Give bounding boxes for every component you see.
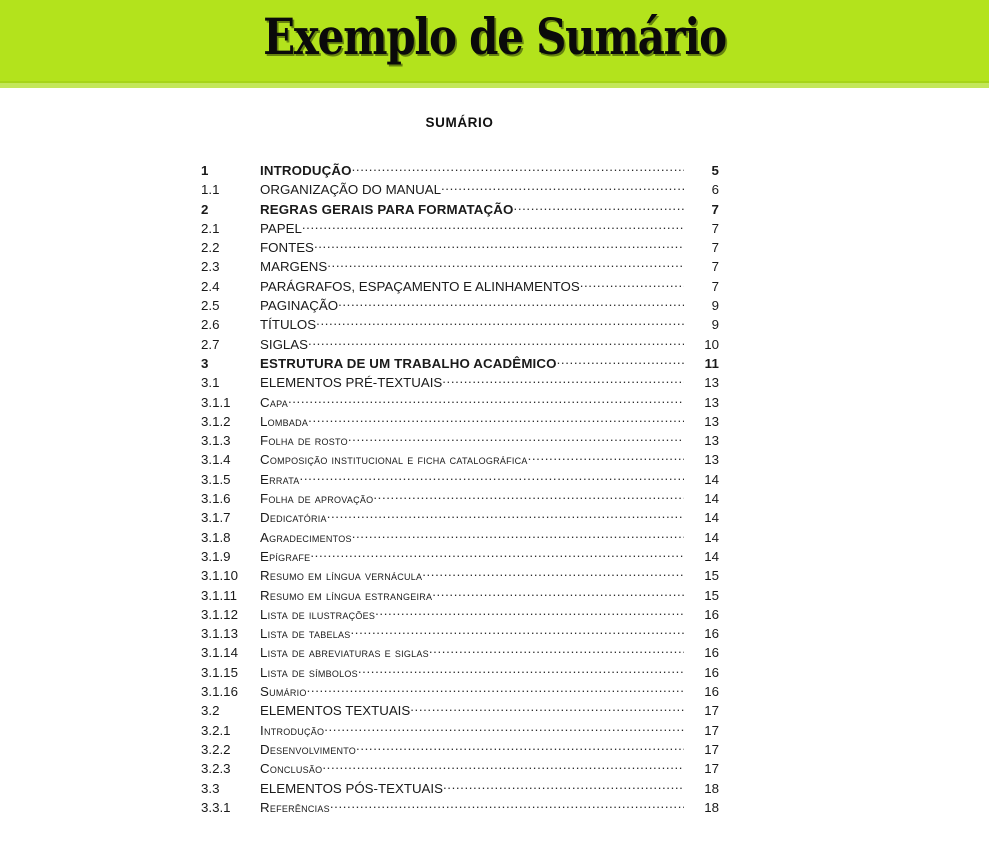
toc-entry-number: 3.1.13 [201,626,238,642]
toc-entry[interactable] [201,201,719,220]
toc-entry-title: Folha de rosto [260,433,348,449]
toc-entry-title: Dedicatória [260,510,327,526]
toc-entry-title: ESTRUTURA DE UM TRABALHO ACADÊMICO [260,355,557,371]
toc-dot-leader [310,548,684,561]
toc-entry-page: 11 [704,355,719,371]
toc-entry[interactable] [201,451,719,470]
toc-entry[interactable] [201,587,719,606]
toc-entry-number: 2.1 [201,220,220,236]
toc-entry-number: 3.1.11 [201,587,237,603]
toc-entry-number: 3.1.16 [201,684,238,700]
toc-entry-number: 1.1 [201,182,220,198]
toc-entry[interactable] [201,297,719,316]
toc-entry-number: 3.1 [201,375,220,391]
toc-entry-number: 1 [201,163,209,178]
toc-entry-number: 3.1.15 [201,664,238,680]
toc-entry-page: 15 [704,568,719,584]
toc-entry[interactable] [201,258,719,277]
toc-entry-page: 13 [704,433,719,449]
toc-entry-number: 3 [201,355,209,371]
toc-entry-title: Errata [260,471,300,487]
toc-dot-leader [348,432,684,445]
toc-entry-page: 13 [704,394,719,410]
toc-entry-title: INTRODUÇÃO [260,163,352,178]
toc-dot-leader [330,799,684,812]
toc-dot-leader [316,316,684,329]
toc-entry-title: SIGLAS [260,336,309,352]
toc-entry-title: Composição institucional e ficha catalográfica [260,452,528,468]
toc-dot-leader [373,490,684,503]
toc-entry-title: Introdução [260,722,325,738]
toc-entry-page: 9 [711,298,719,314]
toc-dot-leader [375,606,684,619]
toc-entry[interactable] [201,722,719,741]
toc-dot-leader [422,567,684,580]
toc-entry-page: 13 [704,413,719,429]
toc-entry-number: 3.1.8 [201,529,231,545]
toc-entry-title: Sumário [260,684,307,700]
toc-entry-title: PARÁGRAFOS, ESPAÇAMENTO E ALINHAMENTOS [260,278,580,294]
toc-entry-number: 3.1.10 [201,568,238,584]
toc-dot-leader [557,355,684,368]
toc-entry-page: 13 [704,375,719,391]
toc-entry[interactable] [201,683,719,702]
toc-entry-page: 7 [711,259,719,275]
toc-entry[interactable] [201,471,719,490]
toc-dot-leader [442,374,684,387]
toc-entry[interactable] [201,432,719,451]
toc-entry-number: 3.3.1 [201,799,231,815]
toc-entry-title: ELEMENTOS TEXTUAIS [260,703,411,719]
toc-entry-title: Epígrafe [260,548,311,564]
toc-entry[interactable] [201,278,719,297]
toc-entry-number: 3.1.3 [201,433,231,449]
toc-entry-number: 3.1.4 [201,452,231,468]
toc-entry-title: MARGENS [260,259,328,275]
toc-entry-page: 16 [704,684,719,700]
toc-entry[interactable] [201,181,719,200]
toc-entry-number: 2.6 [201,317,220,333]
toc-dot-leader [314,239,684,252]
toc-entry-number: 3.1.2 [201,413,231,429]
toc-entry[interactable] [201,220,719,239]
toc-dot-leader [580,278,684,291]
toc-entry-page: 14 [704,548,719,564]
toc-entry-number: 3.3 [201,780,220,796]
toc-dot-leader [338,297,684,310]
toc-entry[interactable] [201,760,719,779]
toc-entry-number: 3.1.9 [201,548,231,564]
toc-entry[interactable] [201,780,719,799]
table-of-contents [201,162,719,818]
page-title: Exemplo de Sumário [263,7,726,66]
toc-entry-page: 10 [704,336,719,352]
toc-dot-leader [358,664,684,677]
toc-entry-title: Lombada [260,413,309,429]
toc-entry[interactable] [201,529,719,548]
toc-entry-title: FONTES [260,240,314,256]
toc-entry[interactable] [201,336,719,355]
toc-dot-leader [288,394,684,407]
toc-entry-page: 17 [704,761,719,777]
toc-dot-leader [308,336,684,349]
toc-entry[interactable] [201,394,719,413]
toc-entry-number: 2.4 [201,278,220,294]
toc-heading: SUMÁRIO [425,115,494,130]
toc-entry-title: ELEMENTOS PÓS-TEXTUAIS [260,780,443,796]
toc-dot-leader [441,181,684,194]
toc-entry-number: 3.2.2 [201,741,231,757]
toc-entry-title: Lista de símbolos [260,664,358,680]
toc-entry-page: 15 [704,587,719,603]
toc-entry-page: 14 [704,491,719,507]
toc-entry-page: 6 [711,182,719,198]
toc-entry-number: 2.2 [201,240,220,256]
toc-entry-title: Lista de tabelas [260,626,351,642]
toc-dot-leader [429,644,684,657]
toc-entry-page: 16 [704,626,719,642]
toc-entry-page: 13 [704,452,719,468]
toc-entry[interactable] [201,490,719,509]
toc-entry-number: 2.7 [201,336,220,352]
toc-entry-title: Capa [260,394,288,410]
toc-entry[interactable] [201,644,719,663]
toc-entry-number: 3.1.7 [201,510,231,526]
toc-dot-leader [307,683,684,696]
toc-entry-number: 3.1.6 [201,491,231,507]
toc-dot-leader [356,741,684,754]
toc-entry-title: Resumo em língua estrangeira [260,587,433,603]
toc-entry-page: 17 [704,741,719,757]
toc-entry[interactable] [201,413,719,432]
toc-dot-leader [327,509,684,522]
toc-entry-page: 7 [711,220,719,236]
toc-dot-leader [350,625,684,638]
toc-entry-title: PAPEL [260,220,302,236]
toc-entry[interactable] [201,355,719,374]
toc-entry-title: Referências [260,799,330,815]
toc-dot-leader [514,201,684,214]
toc-entry[interactable] [201,316,719,335]
toc-entry-page: 18 [704,799,719,815]
toc-entry-title: TÍTULOS [260,317,317,333]
toc-entry-title: Folha de aprovação [260,491,374,507]
toc-entry[interactable] [201,239,719,258]
toc-entry[interactable] [201,374,719,393]
toc-entry[interactable] [201,548,719,567]
toc-entry-page: 9 [711,317,719,333]
toc-entry-page: 17 [704,722,719,738]
toc-entry-title: ELEMENTOS PRÉ-TEXTUAIS [260,375,443,391]
toc-entry-number: 2.3 [201,259,220,275]
toc-dot-leader [443,780,684,793]
toc-entry-page: 17 [704,703,719,719]
toc-entry-title: REGRAS GERAIS PARA FORMATAÇÃO [260,201,514,217]
toc-entry-title: Lista de ilustrações [260,606,376,622]
toc-entry[interactable] [201,567,719,586]
toc-entry-number: 3.1.14 [201,645,238,661]
toc-dot-leader [410,702,684,715]
toc-dot-leader [432,587,684,600]
toc-entry-page: 7 [711,278,719,294]
toc-dot-leader [352,162,684,175]
toc-entry-page: 14 [704,510,719,526]
toc-entry[interactable] [201,799,719,818]
toc-dot-leader [302,220,684,233]
toc-entry-page: 18 [704,780,719,796]
toc-entry-page: 14 [704,529,719,545]
toc-entry-title: ORGANIZAÇÃO DO MANUAL [260,182,442,198]
toc-entry-number: 3.1.5 [201,471,231,487]
toc-entry-title: Lista de abreviaturas e siglas [260,645,429,661]
toc-dot-leader [308,413,684,426]
toc-dot-leader [352,529,684,542]
toc-entry-number: 3.1.12 [201,606,238,622]
toc-entry-page: 16 [704,664,719,680]
toc-entry-title: PAGINAÇÃO [260,298,339,314]
toc-dot-leader [528,451,684,464]
toc-entry[interactable] [201,509,719,528]
toc-entry-page: 7 [711,240,719,256]
toc-entry[interactable] [201,702,719,721]
toc-entry-page: 16 [704,606,719,622]
toc-entry-title: Conclusão [260,761,323,777]
toc-entry-number: 2 [201,201,209,217]
toc-entry-page: 5 [711,163,719,178]
toc-dot-leader [322,760,684,773]
toc-dot-leader [300,471,684,484]
toc-dot-leader [327,258,684,271]
toc-entry-title: Agradecimentos [260,529,352,545]
toc-entry-title: Resumo em língua vernácula [260,568,423,584]
toc-entry[interactable] [201,664,719,683]
toc-entry-number: 3.2.3 [201,761,231,777]
toc-entry-title: Desenvolvimento [260,741,357,757]
toc-entry-number: 2.5 [201,298,220,314]
toc-entry[interactable] [201,162,719,181]
toc-entry-page: 7 [711,201,719,217]
toc-entry-number: 3.1.1 [201,394,231,410]
document-sheet [0,88,989,868]
toc-entry-number: 3.2.1 [201,722,231,738]
toc-dot-leader [324,722,684,735]
toc-entry[interactable] [201,606,719,625]
toc-entry-page: 16 [704,645,719,661]
toc-entry[interactable] [201,741,719,760]
toc-entry[interactable] [201,625,719,644]
toc-entry-number: 3.2 [201,703,220,719]
toc-entry-page: 14 [704,471,719,487]
